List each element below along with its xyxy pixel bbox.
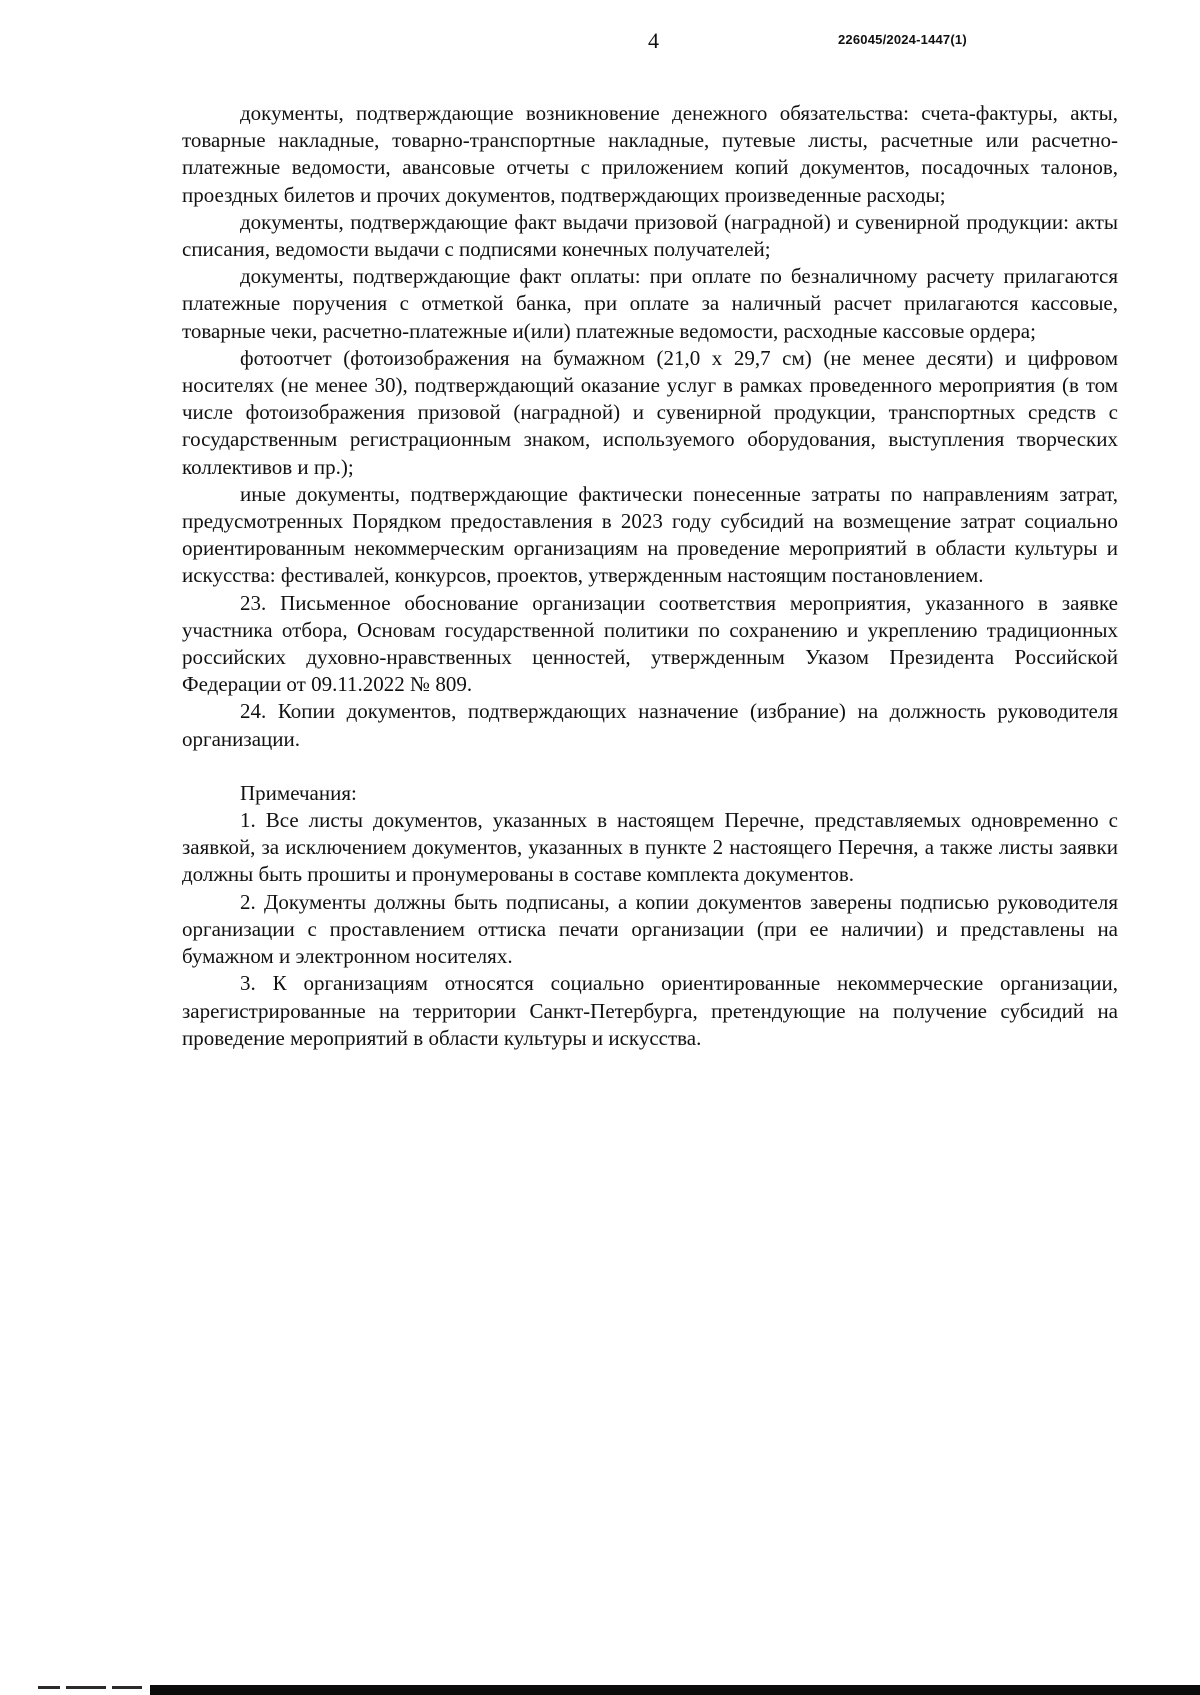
paragraph-item-24: 24. Копии документов, подтверждающих назначение (избрание) на должность руководителя организации. bbox=[182, 699, 1118, 751]
scan-edge-dash bbox=[38, 1686, 60, 1689]
scan-edge-bar bbox=[0, 1681, 1200, 1695]
document-id: 226045/2024-1447(1) bbox=[838, 32, 967, 47]
paragraph-item-23: 23. Письменное обоснование организации соответствия мероприятия, указанного в заявке участника отбора, Основам государственной политики по сохранению и укреплению традиционных российских духовно-нравственных ценностей, утвержденным Указом Президента Российской Федерации от 09.11.2022 № 809. bbox=[182, 590, 1118, 697]
document-body bbox=[182, 100, 1118, 1052]
scan-edge-dash bbox=[112, 1686, 142, 1689]
paragraph: документы, подтверждающие возникновение денежного обязательства: счета-фактуры, акты, товарные накладные, товарно-транспортные накладные, путевые листы, расчетные или расчетно-платежные ведомости, авансовые отчеты с приложением копий документов, посадочных талонов, проездных билетов и прочих документов, подтверждающих произведенные расходы; bbox=[182, 101, 1118, 207]
paragraph: документы, подтверждающие факт оплаты: при оплате по безналичному расчету прилагаются платежные поручения с отметкой банка, при оплате за наличный расчет прилагаются кассовые, товарные чеки, расчетно-платежные и(или) платежные ведомости, расходные кассовые ордера; bbox=[182, 264, 1118, 343]
paragraph: фотоотчет (фотоизображения на бумажном (21,0 x 29,7 см) (не менее десяти) и цифровом носителях (не менее 30), подтверждающий оказание услуг в рамках проведенного мероприятия (в том числе фотоизображения призовой (наградной) и сувенирной продукции, транспортных средств с государственным регистрационным знаком, используемого оборудования, выступления творческих коллективов и пр.); bbox=[182, 345, 1118, 479]
page-number: 4 bbox=[648, 28, 659, 53]
note-item: 1. Все листы документов, указанных в настоящем Перечне, представляемых одновременно с заявкой, за исключением документов, указанных в пункте 2 настоящего Перечня, а также листы заявки должны быть прошиты и пронумерованы в составе комплекта документов. bbox=[182, 808, 1118, 887]
paragraph: иные документы, подтверждающие фактически понесенные затраты по направлениям затрат, предусмотренных Порядком предоставления в 2023 году субсидий на возмещение затрат социально ориентированным некоммерческим организациям на проведение мероприятий в области культуры и искусства: фестивалей, конкурсов, проектов, утвержденным настоящим постановлением. bbox=[182, 481, 1118, 588]
paragraph: документы, подтверждающие факт выдачи призовой (наградной) и сувенирной продукции: акты списания, ведомости выдачи с подписями конечных получателей; bbox=[182, 209, 1118, 262]
scan-edge-dash bbox=[66, 1686, 106, 1689]
note-item: 3. К организациям относятся социально ориентированные некоммерческие организации, зарегистрированные на территории Санкт-Петербурга, претендующие на получение субсидий на проведение мероприятий в области культуры и искусства. bbox=[182, 971, 1118, 1050]
notes-title: Примечания: bbox=[240, 780, 357, 805]
scan-edge-line bbox=[150, 1685, 1200, 1695]
note-item: 2. Документы должны быть подписаны, а копии документов заверены подписью руководителя организации с проставлением оттиска печати организации (при ее наличии) и представлены на бумажном и электронном носителях. bbox=[182, 889, 1118, 969]
